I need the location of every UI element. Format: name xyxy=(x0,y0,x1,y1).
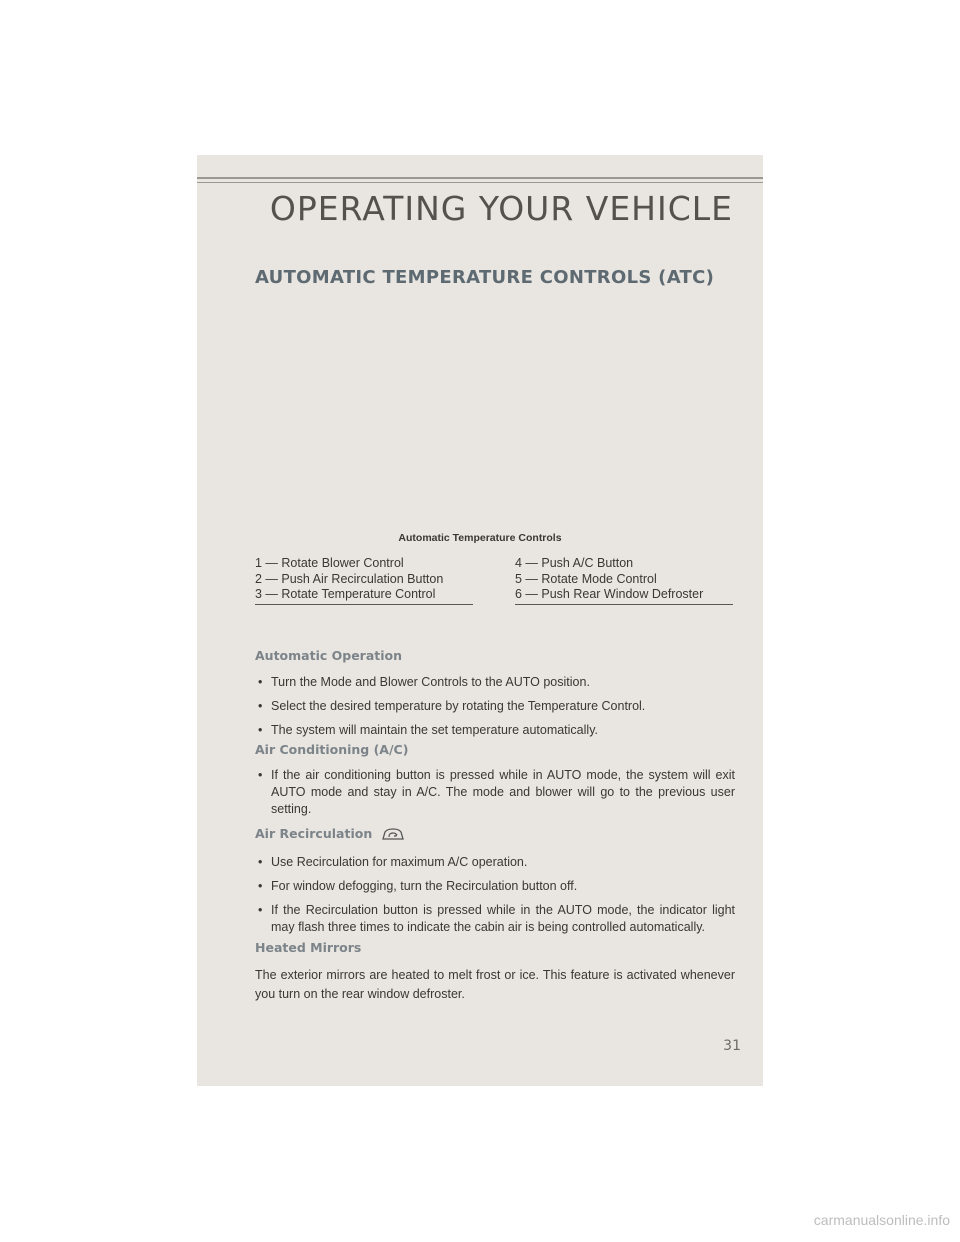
legend-item: 1 — Rotate Blower Control xyxy=(255,556,404,570)
legend-right xyxy=(515,556,733,605)
page-number: 31 xyxy=(723,1038,741,1054)
list-item: • Turn the Mode and Blower Controls to the AUTO position. xyxy=(255,674,735,691)
list-item: • For window defogging, turn the Recirculation button off. xyxy=(255,878,735,895)
legend-item: 6 — Push Rear Window Defroster xyxy=(515,587,704,601)
heading-air-recirculation: Air Recirculation xyxy=(255,826,373,841)
figure-image-area xyxy=(255,305,733,525)
bullets-air-recirculation xyxy=(255,854,735,943)
header-rule-thin xyxy=(197,182,763,183)
bullets-automatic-operation xyxy=(255,674,735,746)
bullets-air-conditioning xyxy=(255,767,735,825)
watermark: carmanualsonline.info xyxy=(813,1212,950,1228)
heading-automatic-operation: Automatic Operation xyxy=(255,648,403,663)
section-title: OPERATING YOUR VEHICLE xyxy=(269,189,733,228)
legend-item: 5 — Rotate Mode Control xyxy=(515,571,657,586)
header-rule xyxy=(197,177,763,179)
manual-page xyxy=(197,155,763,1086)
page-title: AUTOMATIC TEMPERATURE CONTROLS (ATC) xyxy=(255,267,715,288)
list-item: • Select the desired temperature by rotating the Temperature Control. xyxy=(255,698,735,715)
list-item: • Use Recirculation for maximum A/C operation. xyxy=(255,854,735,871)
legend-left xyxy=(255,556,473,605)
legend-item: 4 — Push A/C Button xyxy=(515,556,634,570)
paragraph-heated-mirrors: The exterior mirrors are heated to melt frost or ice. This feature is activated whenever you turn on the rear window defroster. xyxy=(255,968,735,1001)
heading-heated-mirrors: Heated Mirrors xyxy=(255,940,362,955)
heading-air-recirculation-row xyxy=(255,826,405,843)
list-item: • If the air conditioning button is pressed while in AUTO mode, the system will exit AUTO mode and stay in A/C. The mode and blower will go to the previous user setting. xyxy=(255,767,735,818)
air-recirculation-icon xyxy=(381,827,405,843)
list-item: • If the Recirculation button is pressed while in the AUTO mode, the indicator light may flash three times to indicate the cabin air is being controlled automatically. xyxy=(255,902,735,936)
list-item: • The system will maintain the set temperature automatically. xyxy=(255,722,735,739)
legend-item: 2 — Push Air Recirculation Button xyxy=(255,571,444,586)
heading-air-conditioning: Air Conditioning (A/C) xyxy=(255,742,409,757)
legend-item: 3 — Rotate Temperature Control xyxy=(255,587,436,601)
figure-caption: Automatic Temperature Controls xyxy=(398,532,562,544)
